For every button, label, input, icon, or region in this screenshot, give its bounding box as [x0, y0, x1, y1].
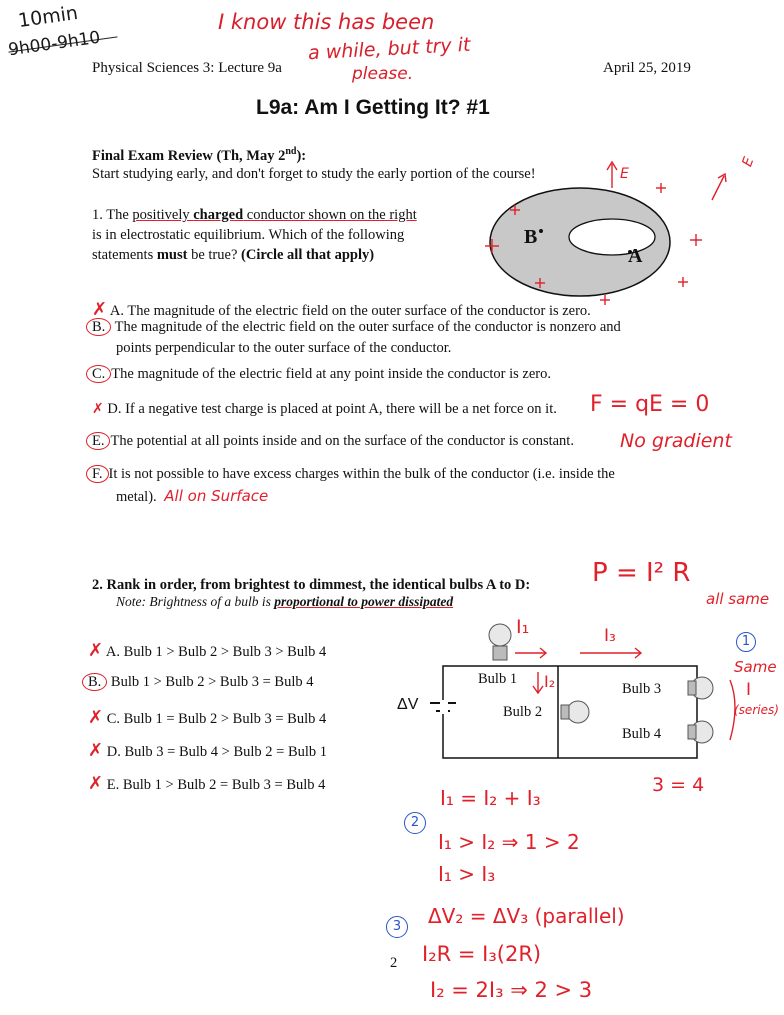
voltage-source-label: ΔV — [397, 696, 419, 713]
q1-option-a[interactable]: ✗ A. The magnitude of the electric field on the outer surface of the conductor is zero. — [92, 299, 591, 320]
eq-ir: I₂R = I₃(2R) — [422, 942, 542, 966]
bulb-1-icon — [489, 624, 511, 646]
cross-mark-icon: ✗ — [92, 401, 104, 417]
bulb-4-label: Bulb 4 — [622, 726, 662, 742]
bulb-2-icon — [567, 701, 589, 723]
cross-mark-icon: ✗ — [88, 640, 104, 661]
cross-mark-icon: ✗ — [88, 707, 104, 728]
same-note-2: I — [746, 680, 752, 700]
eq-i1-i3: I₁ > I₃ — [438, 862, 496, 886]
cross-mark-icon: ✗ — [88, 740, 104, 761]
bulb-1-base — [493, 646, 507, 660]
page-number: 2 — [390, 955, 398, 971]
q2-option-b[interactable]: B. Bulb 1 > Bulb 2 > Bulb 3 = Bulb 4 — [82, 674, 314, 691]
eq-i1-i2: I₁ > I₂ ⇒ 1 > 2 — [438, 830, 580, 854]
handwritten-note-3: please. — [352, 64, 414, 84]
q2-note: Note: Brightness of a bulb is proportional to power dissipated — [116, 594, 454, 609]
eq-kcl: I₁ = I₂ + I₃ — [440, 786, 541, 810]
bulb-3-label: Bulb 3 — [622, 681, 662, 697]
bulb-2-label: Bulb 2 — [503, 704, 543, 720]
q2-line-1: 2. Rank in order, from brightest to dimmest, the identical bulbs A to D: — [92, 577, 531, 593]
page-title: L9a: Am I Getting It? #1 — [256, 96, 490, 119]
eq-final: I₂ = 2I₃ ⇒ 2 > 3 — [430, 978, 593, 1002]
q1-option-e[interactable]: E. The potential at all points inside and on the surface of the conductor is constant. — [86, 433, 574, 450]
q1-option-d[interactable]: ✗ D. If a negative test charge is placed at point A, there will be a net force on it. — [92, 401, 557, 417]
same-note-3: (series) — [734, 703, 779, 717]
field-label-2: E — [739, 155, 758, 169]
q1-line-3: statements must be true? (Circle all that apply) — [92, 247, 375, 263]
step-3-marker: 3 — [386, 916, 408, 938]
q2-option-e[interactable]: ✗ E. Bulb 1 > Bulb 2 = Bulb 3 = Bulb 4 — [88, 773, 326, 794]
q1-option-c[interactable]: C. The magnitude of the electric field at any point inside the conductor is zero. — [86, 366, 551, 383]
q2-option-a[interactable]: ✗ A. Bulb 1 > Bulb 2 > Bulb 3 > Bulb 4 — [88, 640, 327, 661]
cross-mark-icon: ✗ — [92, 299, 108, 320]
q1-d-note: F = qE = 0 — [590, 392, 710, 417]
q1-option-f-cont: metal). All on Surface — [116, 487, 269, 505]
review-line: Start studying early, and don't forget to study the early portion of the course! — [92, 166, 536, 182]
q2-option-d[interactable]: ✗ D. Bulb 3 = Bulb 4 > Bulb 2 = Bulb 1 — [88, 740, 328, 761]
review-heading: Final Exam Review (Th, May 2nd): — [92, 146, 307, 164]
q1-e-note: No gradient — [620, 430, 732, 452]
i2-label: I₂ — [544, 672, 556, 691]
q1-option-b[interactable]: B. The magnitude of the electric field on the outer surface of the conductor is nonzero and — [86, 319, 621, 336]
power-equation: P = I² R — [592, 558, 691, 588]
course-label: Physical Sciences 3: Lecture 9a — [92, 60, 282, 76]
eq-parallel: ΔV₂ = ΔV₃ (parallel) — [428, 904, 625, 928]
all-same-note: all same — [706, 590, 770, 608]
bulb-1-label: Bulb 1 — [478, 671, 518, 687]
q1-option-b-cont: points perpendicular to the outer surface of the conductor. — [116, 340, 452, 356]
step-2-marker: 2 — [404, 812, 426, 834]
q1-option-f[interactable]: F. It is not possible to have excess charges within the bulk of the conductor (i.e. inside the — [86, 466, 615, 483]
i1-label: I₁ — [516, 616, 530, 638]
q1-line-2: is in electrostatic equilibrium. Which of the following — [92, 227, 405, 243]
cross-mark-icon: ✗ — [88, 773, 104, 794]
handwritten-note-1: I know this has been — [218, 10, 435, 34]
time-note-1: 10min — [16, 1, 80, 33]
same-note-1: Same — [734, 658, 777, 676]
eq-3-equals-4: 3 = 4 — [652, 774, 705, 796]
q1-line-1: 1. The positively charged conductor shown on the right — [92, 207, 417, 223]
handwritten-note-2: a while, but try it — [307, 33, 471, 65]
field-label-1: E — [620, 166, 629, 182]
point-b-label: B — [524, 226, 538, 248]
date-label: April 25, 2019 — [603, 60, 691, 76]
time-note-2: 9h00-9h10 — [7, 27, 102, 61]
step-1-marker: 1 — [736, 632, 756, 652]
i3-label: I₃ — [604, 626, 616, 646]
q2-option-c[interactable]: ✗ C. Bulb 1 = Bulb 2 > Bulb 3 = Bulb 4 — [88, 707, 327, 728]
point-a-label: A — [628, 245, 643, 267]
